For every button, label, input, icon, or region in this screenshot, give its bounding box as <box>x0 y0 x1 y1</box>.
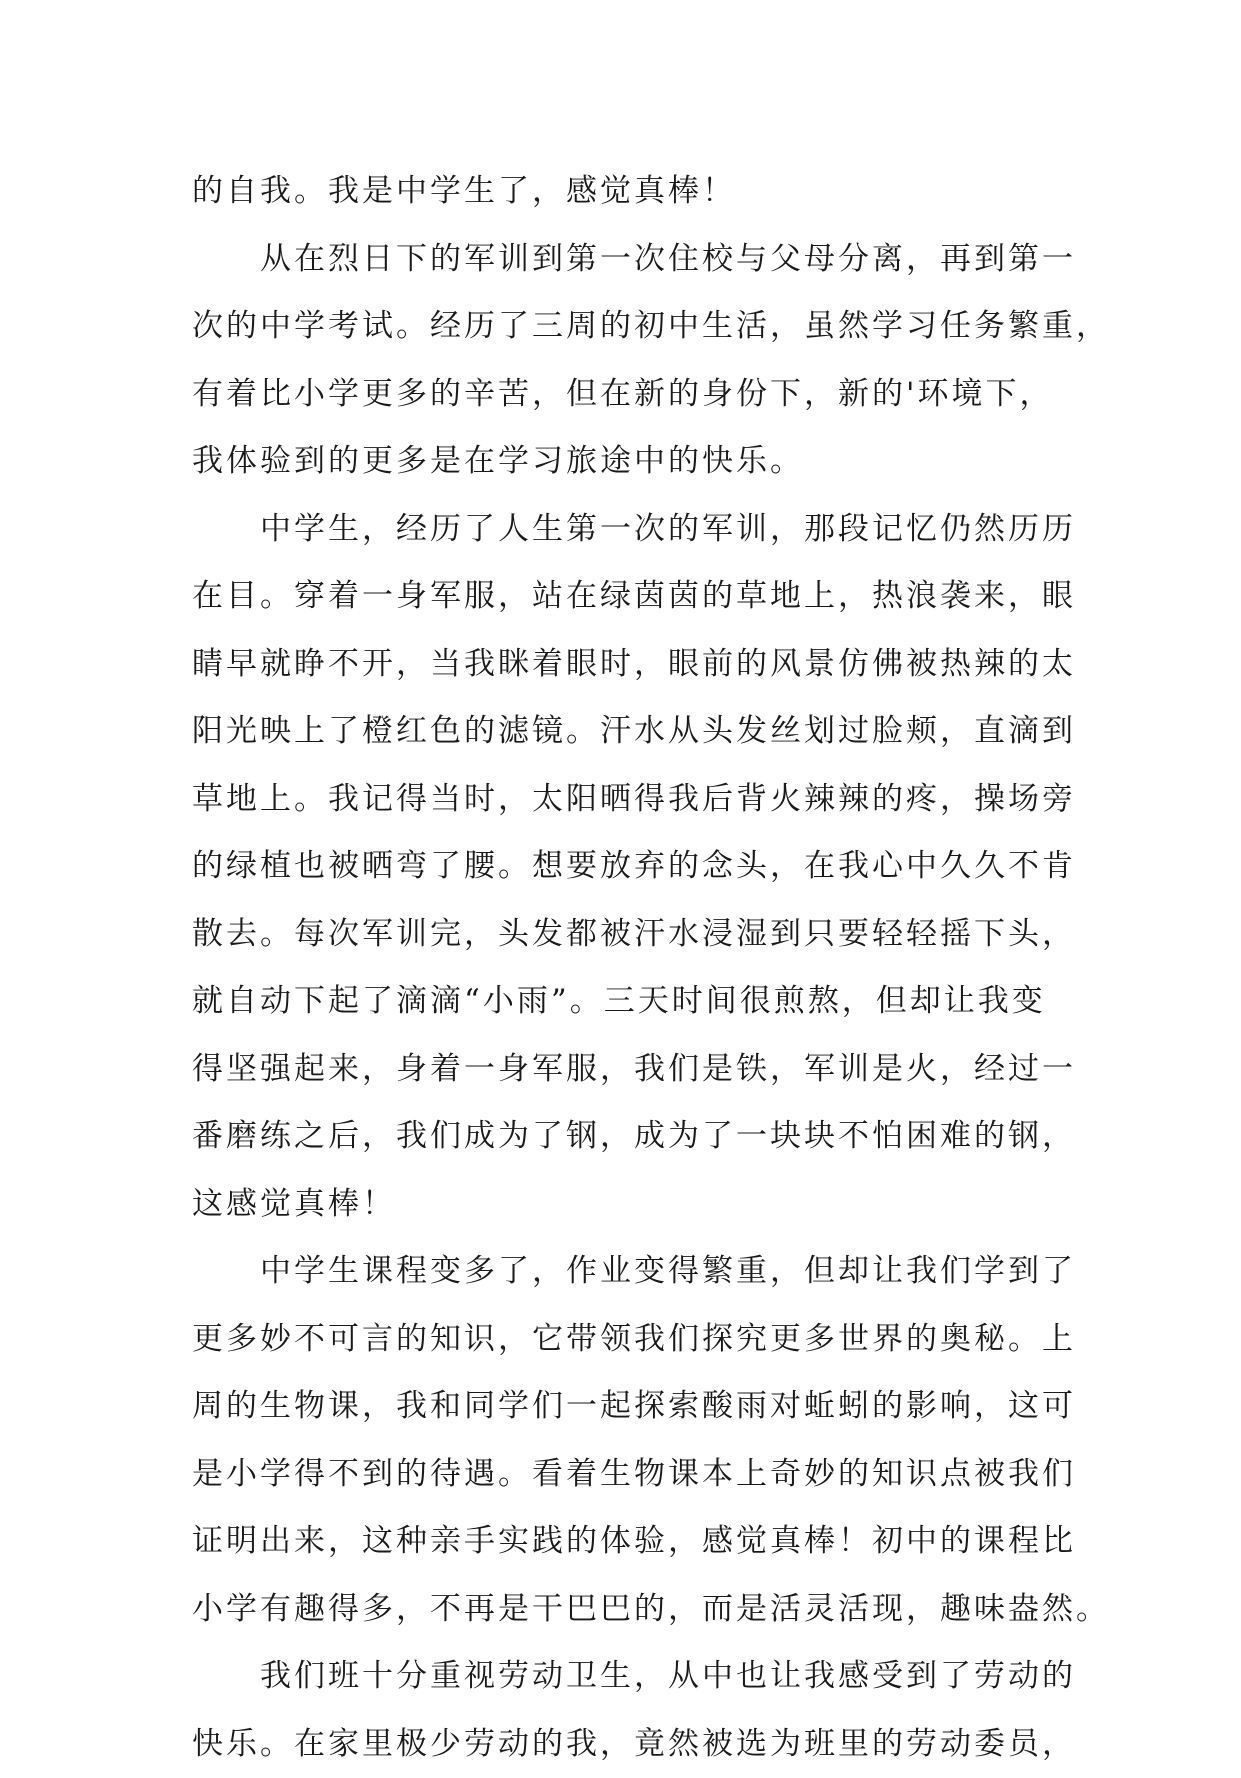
text-line: 阳光映上了橙红色的滤镜。汗水从头发丝划过脸颊，直滴到 <box>192 698 1072 766</box>
text-line: 有着比小学更多的辛苦，但在新的身份下，新的'环境下， <box>192 361 1072 429</box>
text-line: 的自我。我是中学生了，感觉真棒！ <box>192 158 1072 226</box>
text-line: 快乐。在家里极少劳动的我，竟然被选为班里的劳动委员， <box>192 1711 1072 1778</box>
text-line: 是小学得不到的待遇。看着生物课本上奇妙的知识点被我们 <box>192 1441 1072 1509</box>
text-line: 我们班十分重视劳动卫生，从中也让我感受到了劳动的 <box>192 1643 1072 1711</box>
text-line: 我体验到的更多是在学习旅途中的快乐。 <box>192 428 1072 496</box>
text-line: 周的生物课，我和同学们一起探索酸雨对蚯蚓的影响，这可 <box>192 1373 1072 1441</box>
text-line: 得坚强起来，身着一身军服，我们是铁，军训是火，经过一 <box>192 1036 1072 1104</box>
document-body <box>192 158 1072 1778</box>
text-line: 中学生，经历了人生第一次的军训，那段记忆仍然历历 <box>192 496 1072 564</box>
text-line: 中学生课程变多了，作业变得繁重，但却让我们学到了 <box>192 1238 1072 1306</box>
text-line: 番磨练之后，我们成为了钢，成为了一块块不怕困难的钢， <box>192 1103 1072 1171</box>
text-line: 小学有趣得多，不再是干巴巴的，而是活灵活现，趣味盎然。 <box>192 1576 1072 1644</box>
text-line: 就自动下起了滴滴“小雨”。三天时间很煎熬，但却让我变 <box>192 968 1072 1036</box>
text-line: 睛早就睁不开，当我眯着眼时，眼前的风景仿佛被热辣的太 <box>192 631 1072 699</box>
text-line: 从在烈日下的军训到第一次住校与父母分离，再到第一 <box>192 226 1072 294</box>
text-line: 更多妙不可言的知识，它带领我们探究更多世界的奥秘。上 <box>192 1306 1072 1374</box>
text-line: 在目。穿着一身军服，站在绿茵茵的草地上，热浪袭来，眼 <box>192 563 1072 631</box>
text-line: 证明出来，这种亲手实践的体验，感觉真棒！初中的课程比 <box>192 1508 1072 1576</box>
text-line: 的绿植也被晒弯了腰。想要放弃的念头，在我心中久久不肯 <box>192 833 1072 901</box>
text-line: 散去。每次军训完，头发都被汗水浸湿到只要轻轻摇下头， <box>192 901 1072 969</box>
text-line: 这感觉真棒！ <box>192 1171 1072 1239</box>
text-line: 草地上。我记得当时，太阳晒得我后背火辣辣的疼，操场旁 <box>192 766 1072 834</box>
text-line: 次的中学考试。经历了三周的初中生活，虽然学习任务繁重， <box>192 293 1072 361</box>
